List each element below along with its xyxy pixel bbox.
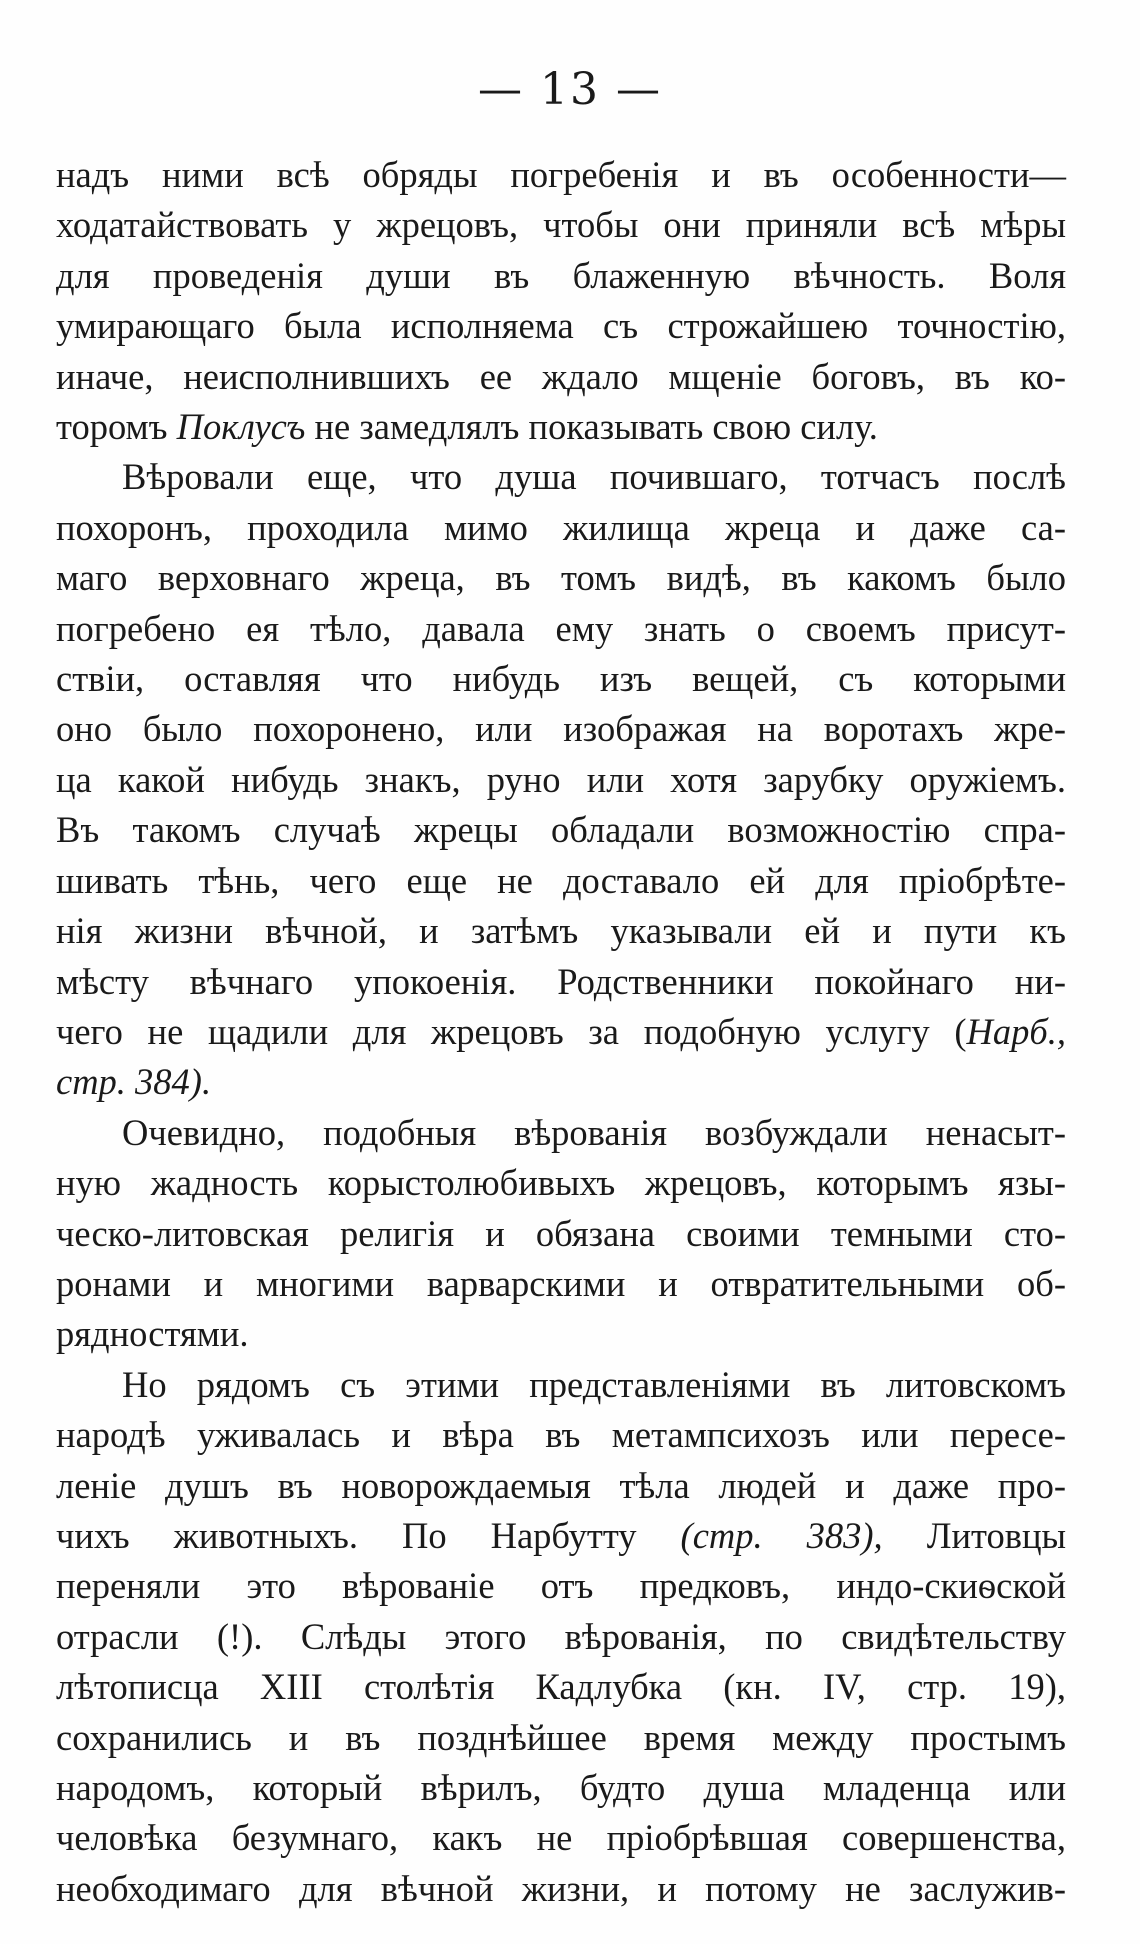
text-line: Вѣровали еще, что душа почившаго, тотчасъ послѣ (122, 456, 1066, 498)
text-run: не замедлялъ показывать свою силу. (305, 406, 878, 448)
text-line: ствіи, оставляя что нибудь изъ вещей, съ которыми (56, 658, 1066, 700)
text-line: ную жадность корыстолюбивыхъ жрецовъ, которымъ язы- (56, 1162, 1066, 1204)
text-line: Но рядомъ съ этими представленіями въ литовскомъ (122, 1363, 1066, 1405)
text-line (56, 402, 1066, 452)
text-line: отрасли (!). Слѣды этого вѣрованія, по свидѣтельству (56, 1615, 1066, 1657)
text-run: Литовцы (882, 1514, 1066, 1556)
italic-name: Поклусъ (176, 406, 306, 448)
text-line: народѣ уживалась и вѣра въ метампсихозъ или пересе- (56, 1414, 1066, 1456)
text-line: иначе, неисполнившихъ ее ждало мщеніе боговъ, въ ко- (56, 355, 1066, 397)
paragraph-4 (56, 1360, 1066, 1914)
text-line: рядностями. (56, 1313, 249, 1355)
text-line: ронами и многими варварскими и отвратительными об- (56, 1262, 1066, 1304)
text-line: ходатайствовать у жрецовъ, чтобы они приняли всѣ мѣры (56, 204, 1066, 246)
paragraph-2 (56, 452, 1066, 1107)
text-line: для проведенія души въ блаженную вѣчность. Воля (56, 254, 1066, 296)
text-line: леніе душъ въ новорождаемыя тѣла людей и даже про- (56, 1464, 1066, 1506)
text-line (56, 1007, 1066, 1057)
text-line: сохранились и въ позднѣйшее время между простымъ (56, 1716, 1066, 1758)
text-line: шивать тѣнь, чего еще не доставало ей для пріобрѣте- (56, 859, 1066, 901)
paragraph-1 (56, 150, 1066, 452)
text-run: чего не щадили для жрецовъ за подобную услугу ( (56, 1010, 967, 1052)
citation: стр. 384). (56, 1061, 212, 1103)
text-line: похоронъ, проходила мимо жилища жреца и даже са- (56, 506, 1066, 548)
text-run: чихъ животныхъ. По Нарбутту (56, 1514, 681, 1556)
citation: (стр. 383), (680, 1514, 883, 1556)
text-line: необходимаго для вѣчной жизни, и потому не заслужив- (56, 1867, 1066, 1909)
text-line: маго верховнаго жреца, въ томъ видѣ, въ какомъ было (56, 557, 1066, 599)
text-line: нія жизни вѣчной, и затѣмъ указывали ей и пути къ (56, 910, 1066, 952)
paragraph-3 (56, 1108, 1066, 1360)
page-number: — 13 — (478, 64, 662, 115)
text-line: ца какой нибудь знакъ, руно или хотя зарубку оружіемъ. (56, 758, 1066, 800)
text-line (56, 1511, 1066, 1561)
text-run: торомъ (56, 406, 177, 448)
text-line: оно было похоронено, или изображая на воротахъ жре- (56, 708, 1066, 750)
text-line (56, 1057, 1066, 1107)
text-line: Въ такомъ случаѣ жрецы обладали возможностію спра- (56, 809, 1066, 851)
text-line: умирающаго была исполняема съ строжайшею точностію, (56, 305, 1066, 347)
body-text (56, 150, 1066, 1914)
text-line: Очевидно, подобныя вѣрованія возбуждали ненасыт- (122, 1111, 1066, 1153)
text-line: ческо-литовская религія и обязана своими темными сто- (56, 1212, 1066, 1254)
text-line: погребено ея тѣло, давала ему знать о своемъ присут- (56, 607, 1066, 649)
citation: Нарб., (966, 1010, 1066, 1052)
text-line: человѣка безумнаго, какъ не пріобрѣвшая совершенства, (56, 1817, 1066, 1859)
text-line: лѣтописца XIII столѣтія Кадлубка (кн. IV, стр. 19), (56, 1666, 1066, 1708)
text-line: надъ ними всѣ обряды погребенія и въ особенности— (56, 154, 1066, 195)
text-line: мѣсту вѣчнаго упокоенія. Родственники покойнаго ни- (56, 960, 1066, 1002)
text-line: переняли это вѣрованіе отъ предковъ, индо-скиѳской (56, 1565, 1066, 1607)
text-line: народомъ, который вѣрилъ, будто душа младенца или (56, 1767, 1066, 1808)
